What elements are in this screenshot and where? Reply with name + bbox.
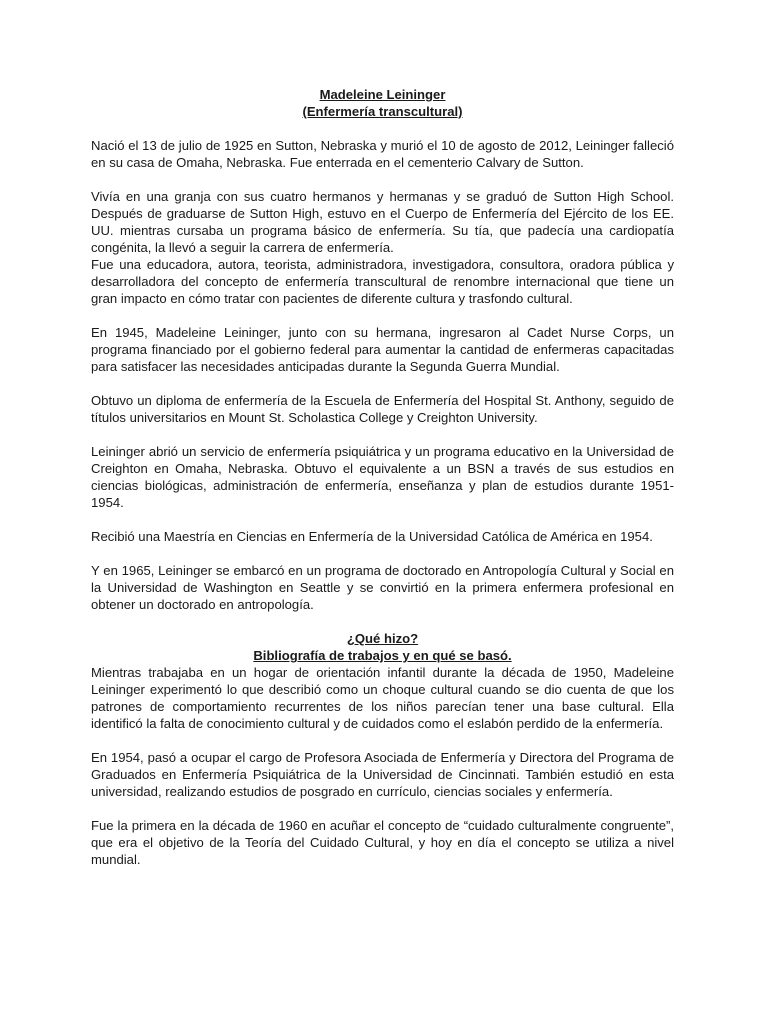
paragraph-doctorate: Y en 1965, Leininger se embarcó en un programa de doctorado en Antropología Cultural y Social en la Universidad de Washington en Seattle y se convirtió en la primera enfermera profesional en obtener un doctorado en antropología. (91, 563, 674, 612)
paragraph-masters: Recibió una Maestría en Ciencias en Enfermería de la Universidad Católica de América en 1954. (91, 529, 653, 544)
document-page (91, 86, 674, 868)
paragraph-culturally-congruent-care: Fue la primera en la década de 1960 en acuñar el concepto de “cuidado culturalmente congruente”, que era el objetivo de la Teoría del Cuidado Cultural, y hoy en día el concepto se utiliza a nivel mundial. (91, 818, 674, 867)
document-subtitle: (Enfermería transcultural) (302, 104, 463, 119)
paragraph-birth: Nació el 13 de julio de 1925 en Sutton, Nebraska y murió el 10 de agosto de 2012, Leininger falleció en su casa de Omaha, Nebraska. Fue enterrada en el cementerio Calvary de Sutton. (91, 138, 674, 170)
paragraph-creighton: Leininger abrió un servicio de enfermería psiquiátrica y un programa educativo en la Universidad de Creighton en Omaha, Nebraska. Obtuvo el equivalente a un BSN a través de sus estudios en ciencias biológicas, administración de enfermería, enseñanza y plan de estudios durante 1951-1954. (91, 444, 674, 510)
paragraph-culture-shock: Mientras trabajaba en un hogar de orientación infantil durante la década de 1950, Madeleine Leininger experimentó lo que describió como un choque cultural cuando se dio cuenta de que los patrones de comportamiento recurrentes de los niños parecían tener una base cultural. Ella identificó la falta de conocimiento cultural y de cuidados como el eslabón perdido de la enfermería. (91, 665, 674, 731)
section-heading: ¿Qué hizo? (346, 631, 419, 646)
paragraph-early-life: Vivía en una granja con sus cuatro hermanos y hermanas y se graduó de Sutton High School. Después de graduarse de Sutton High, estuvo en el Cuerpo de Enfermería del Ejército de los EE. UU. mientras cursaba un programa básico de enfermería. Su tía, que padecía una cardiopatía congénita, la llevó a seguir la carrera de enfermería. (91, 189, 674, 255)
paragraph-cadet-nurse-corps: En 1945, Madeleine Leininger, junto con su hermana, ingresaron al Cadet Nurse Corps, un programa financiado por el gobierno federal para aumentar la cantidad de enfermeras capacitadas para satisfacer las necesidades anticipadas durante la Segunda Guerra Mundial. (91, 325, 674, 374)
paragraph-career-summary: Fue una educadora, autora, teorista, administradora, investigadora, consultora, oradora pública y desarrolladora del concepto de enfermería transcultural de renombre internacional que tiene un gran impacto en cómo tratar con pacientes de diferente cultura y trasfondo cultural. (91, 257, 674, 306)
document-title: Madeleine Leininger (319, 87, 446, 102)
paragraph-diploma: Obtuvo un diploma de enfermería de la Escuela de Enfermería del Hospital St. Anthony, seguido de títulos universitarios en Mount St. Scholastica College y Creighton University. (91, 393, 674, 425)
paragraph-cincinnati: En 1954, pasó a ocupar el cargo de Profesora Asociada de Enfermería y Directora del Programa de Graduados en Enfermería Psiquiátrica de la Universidad de Cincinnati. También estudió en esta universidad, realizando estudios de posgrado en currículo, ciencias sociales y enfermería. (91, 750, 674, 799)
section-subheading: Bibliografía de trabajos y en qué se basó. (253, 648, 512, 663)
